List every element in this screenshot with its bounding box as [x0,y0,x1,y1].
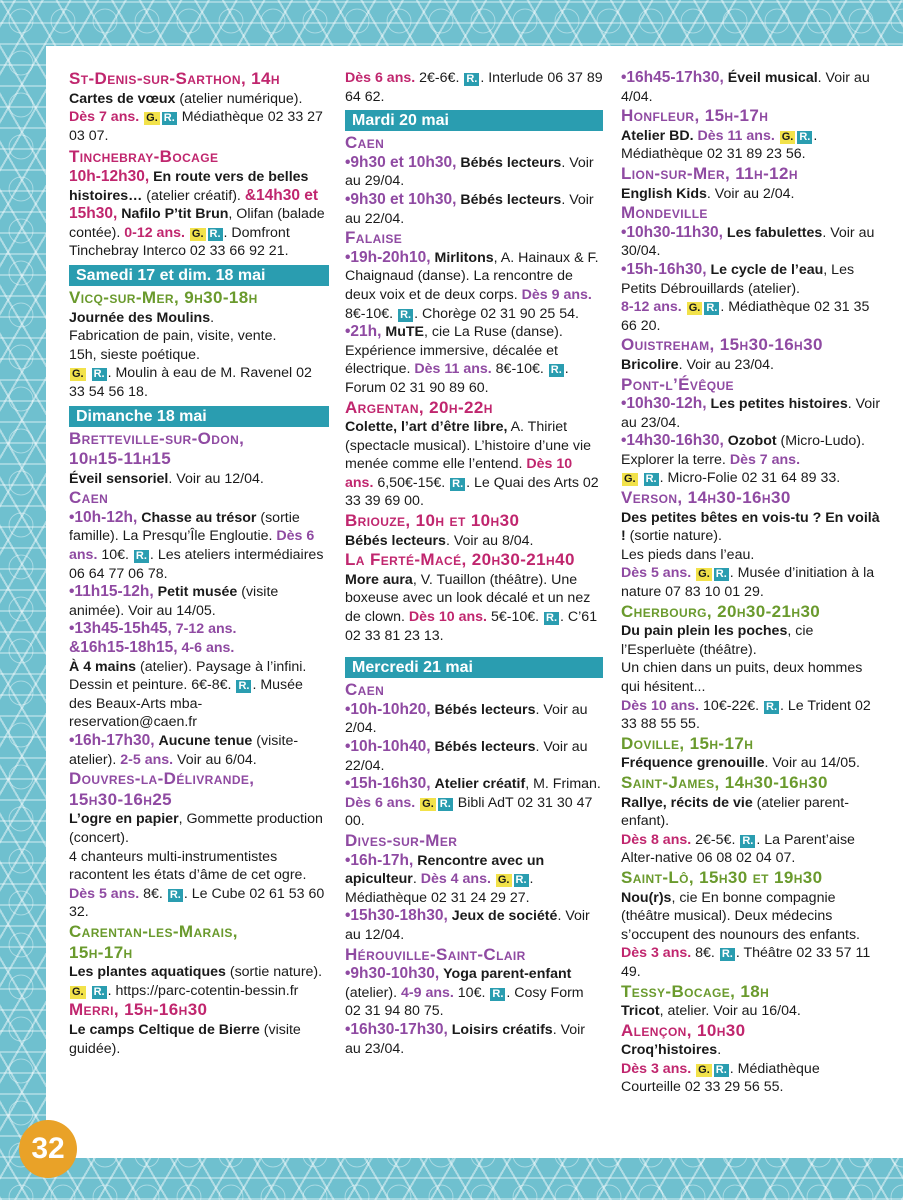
event-desc: (Micro-Ludo). Explorer la terre. [621,433,865,468]
badge-r: R. [546,612,558,625]
event-time: •9h30 et 10h30, [345,190,457,208]
age-badge: 0-12 ans. [124,224,185,241]
event-title: Nafilo P’tit Brun [121,206,229,223]
event-desc: . [210,309,215,326]
event-price: 8€. [143,885,163,902]
event-desc: (visite guidée). [69,1021,301,1057]
event-info: Domfront Tinchebray Interco 02 33 66 92 21. [69,224,290,260]
event-info: Le Quai des Arts 02 33 39 69 00. [345,474,599,510]
badge-g: G. [624,473,636,486]
age-badge: 4-9 ans. [401,984,454,1001]
event-desc: , Gommette production (concert). [69,811,323,846]
event-price: 2€-6€. [419,70,460,86]
event-desc: , cie La Ruse (danse). Expérience immersive, décalée et électrique. [345,324,563,378]
badge-r: R. [400,308,412,321]
day-banner: Mercredi 21 mai [345,657,603,678]
badge-r: R. [766,700,778,713]
day-banner: Dimanche 18 mai [69,406,329,427]
badge-r: R. [706,302,718,315]
event-price: 5€-10€. [490,609,540,626]
event-town: Caen [69,488,109,508]
event-info: Médiathèque Courteille 02 33 29 56 55. [621,1060,820,1096]
event-time: •11h15-12h, [69,583,154,601]
event-town: Tinchebray-Bocage [69,147,219,167]
event-desc: . Voir au 4/04. [621,70,870,105]
age-badge: Dès 8 ans. [621,831,692,848]
event-time: &14h30 et 15h30, [69,186,319,223]
event-price: 6,50€-15€. [377,474,446,491]
badge-r: R. [492,987,504,1000]
event-time: •10h30-11h30, [621,223,723,241]
event-title: Les plantes aquatiques [69,964,226,981]
event-title: Éveil sensoriel [69,470,169,487]
event-time: •13h45-15h45, [69,620,172,638]
event-time: •14h30-16h30, [621,432,724,450]
event-desc: Fabrication de pain, visite, vente. [69,328,277,345]
event-town: Saint-Lô, 15h30 et 19h30 [621,867,823,887]
event-title: L’ogre en papier [69,811,179,828]
event-price: 8€. [695,945,715,962]
event-desc: , V. Tuaillon (théâtre). Une boxeuse avec un look décalé et un nez de clown. [345,571,591,626]
badge-g: G. [72,368,84,381]
badge-g: G. [497,874,510,887]
event-desc: Un chien dans un puits, deux hommes qui hésitent... [621,660,863,695]
badge-g: G. [72,985,84,998]
event-desc: . Voir au 30/04. [621,224,875,260]
event-desc: . Voir au 23/04. [345,1021,586,1057]
event-time: •16h-17h30, [69,732,155,749]
event-desc: (atelier). Paysage à l’infini. Dessin et peinture. [69,658,307,694]
age-badge: 2-5 ans. [120,751,174,768]
age-badge: Dès 5 ans. [69,885,140,902]
event-title: Nou(r)s [621,889,672,906]
age-badge: Dès 7 ans. [729,451,801,468]
event-price: 8€-10€. [495,361,544,378]
event-town: Verson, 14h30-16h30 [621,488,791,508]
event-time: •9h30 et 10h30, [345,153,457,171]
day-banner: Mardi 20 mai [345,110,603,131]
event-town: Falaise [345,228,403,248]
event-info: Interlude 06 37 89 64 62. [345,70,603,105]
event-info: C’61 02 33 81 23 13. [345,609,598,644]
event-town: Cherbourg, 20h30-21h30 [621,601,821,621]
event-town: Hérouville-Saint-Clair [345,944,526,964]
event-desc: A. Thiriet (spectacle musical). L’histoire d’une vie menée comme elle l’entend. [345,419,592,473]
event-time: •16h-17h, [345,851,414,869]
badge-r: R. [93,985,105,998]
badge-g: G. [422,797,434,810]
event-price: 2€-5€. [695,831,736,848]
event-desc: (sortie famille). La Presqu’Île Engloutie. [69,509,300,545]
column-2: Dès 6 ans. 2€-6€. R. . Interlude 06 37 89 64 62. Mardi 20 mai Caen •9h30 et 10h30, Bébés lecteurs. Voir au 29/04. •9h30 et 10h30, Bébés lecteurs. Voir au 22/04. Falaise •19h-20h10, Mirlitons, A. Hainaux & F. Chaignaud (danse). La rencontre de deux voix et de deux corps. Dès 9 ans. 8€-10€. R. . Chorège 02 31 90 25 54. •21h, MuTE, cie La Ruse (danse). Expérience immersive, décalée et électrique. Dès 11 ans. 8€-10€. R. . Forum 02 31 90 89 60. Argentan, 20h-22h Colette, l’art d’être libre, A. Thiriet (spectacle musical). L’histoire d’une vie menée comme elle l’entend. Dès 10 ans. 6,50€-15€. R. . Le Quai des Arts 02 33 39 69 00. Briouze, 10h et 10h30 Bébés lecteurs. Voir au 8/04. La Ferté-Macé, 20h30-21h40 More aura, V. Tuaillon (théâtre). Une boxeuse avec un look décalé et un nez de clown. Dès 10 ans. 5€-10€. R. . C’61 02 33 81 23 13. Mercredi 21 mai Caen •10h-10h20, Bébés lecteurs. Voir au 2/04. •10h-10h40, Bébés lecteurs. Voir au 22/04. •15h-16h30, Atelier créatif, M. Friman. Dès 6 ans. G. R. Bibli AdT 02 31 30 47 00. Dives-sur-Mer •16h-17h, Rencontre avec un apiculteur. Dès 4 ans. G. R. . Médiathèque 02 31 24 29 27. •15h30-18h30, Jeux de société. Voir au 12/04. Hérouville-Saint-Clair •9h30-10h30, Yoga parent-enfant (atelier). 4-9 ans. 10€. R. . Cosy Form 02 31 94 80 75. •16h30-17h30, Loisirs créatifs. Voir au 23/04. [345,70,603,1057]
badge-r: R. [466,73,478,85]
event-desc: (atelier). [345,984,398,1001]
age-badge: Dès 6 ans. [69,528,315,564]
event-info: Médiathèque 02 31 89 23 56. [621,146,806,163]
event-time: •15h30-18h30, [345,907,448,925]
event-title: Bébés lecteurs [345,532,446,549]
event-title: Rallye, récits de vie [621,794,753,811]
event-desc: . Voir au 12/04. [345,908,590,943]
event-time: •10h-12h, [69,508,138,526]
event-desc: (atelier numérique). [175,90,303,107]
event-town-time: 15h30-16h25 [69,789,173,809]
event-title: Jeux de société [451,908,558,925]
event-title: MuTE [385,324,425,341]
event-title: Tricot [621,1003,660,1020]
column-1: St-Denis-sur-Sarthon, 14h Cartes de vœux (atelier numérique). Dès 7 ans. G. R. Médiathèque 02 33 27 03 07. Tinchebray-Bocage 10h-12h30, En route vers de belles histoires… (atelier créatif). &14h30 et 15h30, Nafilo P’tit Brun, Olifan (balade contée). 0-12 ans. G. R. . Domfront Tinchebray Interco 02 33 66 92 21. Samedi 17 et dim. 18 mai Vicq-sur-Mer, 9h30-18h Journée des Moulins. Fabrication de pain, visite, vente. 15h, sieste poétique. G. R. . Moulin à eau de M. Ravenel 02 33 54 56 18. Dimanche 18 mai Bretteville-sur-Odon, 10h15-11h15 Éveil sensoriel. Voir au 12/04. Caen •10h-12h, Chasse au trésor (sortie famille). La Presqu’Île Engloutie. Dès 6 ans. 10€. R. . Les ateliers intermédiaires 06 64 77 06 78. •11h15-12h, Petit musée (visite animée). Voir au 14/05. •13h45-15h45, 7-12 ans. &16h15-18h15, 4-6 ans. À 4 mains (atelier). Paysage à l’infini. Dessin et peinture. 6€-8€. R. . Musée des Beaux-Arts mba-reservation@caen.fr •16h-17h30, Aucune tenue (visite-atelier). 2-5 ans. Voir au 6/04. Douvres-la-Délivrande, 15h30-16h25 L’ogre en papier, Gommette production (concert). 4 chanteurs multi-instrumentistes racontent les états d’âme de cet ogre. Dès 5 ans. 8€. R. . Le Cube 02 61 53 60 32. Carentan-les-Marais, 15h-17h Les plantes aquatiques (sortie nature). G. R. . https://parc-cotentin-bessin.fr Merri, 15h-16h30 Le camps Celtique de Bierre (visite guidée). [69,69,329,1058]
page-number: 32 [19,1120,77,1178]
event-title: Mirlitons [434,249,494,266]
event-title: Croq’histoires [621,1042,718,1059]
event-time: •10h30-12h, [621,395,707,413]
event-title: En route vers de belles histoires… [69,168,309,204]
event-info: Cosy Form 02 31 94 80 75. [345,984,584,1020]
event-title: Petit musée [157,584,238,601]
event-time: •9h30-10h30, [345,965,440,983]
badge-r: R. [209,227,221,240]
badge-r: R. [721,948,733,961]
event-desc: . Voir au 22/04. [345,191,594,227]
age-badge: Dès 5 ans. [621,565,692,582]
event-desc: , A. Hainaux & F. Chaignaud (danse). La rencontre de deux voix et de deux corps. [345,249,599,303]
event-info: Forum 02 31 90 89 60. [345,379,489,396]
age-badge: Dès 3 ans. [621,945,692,962]
event-town: Vicq-sur-Mer, 9h30-18h [69,287,258,307]
event-town: Alençon, 10h30 [621,1020,746,1040]
event-info: Musée des Beaux-Arts mba-reservation@caen.fr [69,677,303,731]
badge-r: R. [169,888,181,901]
badge-r: R. [452,477,464,490]
event-town: Dives-sur-Mer [345,830,458,850]
event-town: Briouze, 10h et 10h30 [345,511,520,531]
age-badge: Dès 6 ans. [345,794,416,811]
event-desc: , atelier. Voir au 16/04. [659,1003,801,1020]
event-info: Moulin à eau de M. Ravenel 02 33 54 56 18. [69,365,312,400]
badge-g: G. [688,302,701,315]
badge-r: R. [799,130,811,143]
event-info: Médiathèque 02 31 24 29 27. [345,889,530,906]
event-info: Théâtre 02 33 57 11 49. [621,945,871,980]
badge-r: R. [515,874,527,887]
event-desc: . Voir au 12/04. [168,470,264,487]
event-desc: (atelier parent-enfant). [621,794,849,830]
badge-g: G. [698,568,710,581]
age-badge: 7-12 ans. [175,621,237,638]
event-desc: . Voir au 8/04. [445,532,534,549]
event-desc: . [717,1042,722,1059]
event-town: Pont-l’Évêque [621,374,734,394]
event-town: Caen [345,680,385,700]
event-info: Les ateliers intermédiaires 06 64 77 06 78. [69,547,324,582]
event-town: Douvres-la-Délivrande, [69,769,255,789]
event-price: 10€-22€. [703,697,760,714]
age-badge: Dès 11 ans. [414,361,492,378]
event-info: Le Trident 02 33 88 55 55. [621,697,871,733]
event-town: Argentan, 20h-22h [345,397,493,417]
event-town-time: 10h15-11h15 [69,449,172,469]
event-town-time: 15h-17h [69,942,133,962]
event-time: •16h30-17h30, [345,1020,448,1038]
age-badge: Dès 6 ans. [345,70,416,86]
event-title: Bébés lecteurs [434,739,536,755]
event-title: Atelier BD. [621,127,694,144]
badge-r: R. [135,550,147,563]
event-title: Colette, l’art d’être libre, [345,419,508,436]
event-title: À 4 mains [69,658,137,675]
event-desc: , M. Friman. [525,776,601,793]
badge-r: R. [645,473,657,486]
event-town: Honfleur, 15h-17h [621,106,769,126]
age-badge: 4-6 ans. [181,640,235,657]
event-title: Bébés lecteurs [460,154,562,171]
event-town: Saint-James, 14h30-16h30 [621,772,828,792]
event-desc: , cie l’Esperluète (théâtre). [621,623,814,658]
event-title: Éveil musical [727,70,818,86]
event-title: Aucune tenue [158,733,253,749]
event-price: 10€. [101,547,129,564]
event-town: Tessy-Bocage, 18h [621,981,770,1001]
event-title: Des petites bêtes en vois-tu ? En voilà ! [621,509,880,545]
event-desc: . Voir au 23/04. [621,396,881,431]
event-desc: , Olifan (balade contée). [69,206,325,241]
event-time: •15h-16h30, [345,775,431,793]
event-title: Le cycle de l’eau [710,261,824,278]
age-badge: Dès 3 ans. [621,1060,692,1077]
event-town: La Ferté-Macé, 20h30-21h40 [345,550,575,570]
event-town: Ouistreham, 15h30-16h30 [621,335,823,355]
event-title: Chasse au trésor [141,509,257,526]
event-desc: . Voir au 2/04. [706,185,795,202]
event-title: Atelier créatif [434,776,526,793]
age-badge: Dès 10 ans. [408,609,487,626]
badge-r: R. [715,1063,727,1076]
event-time: &16h15-18h15, [69,639,178,657]
event-title: English Kids [621,185,707,202]
age-badge: Dès 9 ans. [521,286,592,303]
badge-g: G. [146,112,158,125]
event-town: St-Denis-sur-Sarthon, 14h [69,69,280,88]
event-info: Médiathèque 02 31 35 66 20. [621,299,870,334]
event-title: Cartes de vœux [69,90,176,107]
event-time: •19h-20h10, [345,248,431,266]
event-desc: . Voir au 29/04. [345,154,594,190]
badge-r: R. [163,112,175,125]
age-badge: Dès 10 ans. [345,456,573,491]
event-info: Musée d’initiation à la nature 07 83 10 01 29. [621,565,875,601]
age-badge: 8-12 ans. [621,299,682,316]
event-info: Micro-Folie 02 31 64 89 33. [667,470,841,487]
badge-r: R. [238,680,250,693]
event-time: •16h45-17h30, [621,69,724,86]
event-title: Fréquence grenouille [621,755,765,772]
event-desc: . [412,871,417,888]
event-price: 6€-8€. [191,677,232,694]
age-badge: Dès 4 ans. [420,871,491,888]
event-title: More aura [345,571,413,588]
event-desc: . Voir au 14/05. [764,755,860,772]
age-badge: Dès 11 ans. [697,127,775,144]
event-desc: Les pieds dans l’eau. [621,546,755,563]
event-info: Voir au 6/04. [173,751,257,768]
event-time: •10h-10h20, [345,700,431,718]
event-info: Bibli AdT 02 31 30 47 00. [345,794,593,830]
event-desc: (sortie nature). [625,528,722,545]
event-desc: . Voir au 23/04. [678,356,775,373]
event-desc: , cie En bonne compagnie (théâtre musical). Deux médecins s’occupent des nounours des enfants. [621,889,860,943]
age-badge: Dès 10 ans. [621,697,700,714]
event-time: •15h-16h30, [621,260,707,278]
event-town: Merri, 15h-16h30 [69,1000,208,1020]
event-desc: , Les Petits Débrouillards (atelier). [621,261,855,297]
event-desc: (sortie nature). [225,964,323,981]
event-info: Chorège 02 31 90 25 54. [421,305,579,322]
badge-r: R. [439,797,451,810]
event-link[interactable]: https://parc-cotentin-bessin.fr [115,982,299,999]
event-town: Lion-sur-Mer, 11h-12h [621,163,798,183]
event-time: •21h, [345,323,382,341]
badge-r: R. [550,364,562,377]
badge-r: R. [715,568,727,581]
event-desc: (visite animée). Voir au 14/05. [69,584,279,619]
event-title: Journée des Moulins [69,309,211,326]
event-price: 8€-10€. [345,305,394,322]
event-info: La Parent’aise Alter-native 06 08 02 04 07. [621,831,855,867]
event-title: Bébés lecteurs [460,191,562,208]
badge-r: R. [742,834,754,847]
event-town: Caen [345,133,385,153]
event-title: Les fabulettes [726,224,823,241]
day-banner: Samedi 17 et dim. 18 mai [69,265,329,286]
event-title: Bébés lecteurs [434,701,536,718]
event-desc: 4 chanteurs multi-instrumentistes racontent les états d’âme de cet ogre. [69,848,307,884]
event-desc: (visite-atelier). [69,733,299,768]
column-3: •16h45-17h30, Éveil musical. Voir au 4/04. Honfleur, 15h-17h Atelier BD. Dès 11 ans. G. R. . Médiathèque 02 31 89 23 56. Lion-sur-Mer, 11h-12h English Kids. Voir au 2/04. Mondeville •10h30-11h30, Les fabulettes. Voir au 30/04. •15h-16h30, Le cycle de l’eau, Les Petits Débrouillards (atelier). 8-12 ans. G. R. . Médiathèque 02 31 35 66 20. Ouistreham, 15h30-16h30 Bricolire. Voir au 23/04. Pont-l’Évêque •10h30-12h, Les petites histoires. Voir au 23/04. •14h30-16h30, Ozobot (Micro-Ludo). Explorer la terre. Dès 7 ans. G. R. . Micro-Folie 02 31 64 89 33. Verson, 14h30-16h30 Des petites bêtes en vois-tu ? En voilà ! (sortie nature). Les pieds dans l’eau. Dès 5 ans. G. R. . Musée d’initiation à la nature 07 83 10 01 29. Cherbourg, 20h30-21h30 Du pain plein les poches, cie l’Esperluète (théâtre). Un chien dans un puits, deux hommes qui hésitent... Dès 10 ans. 10€-22€. R. . Le Trident 02 33 88 55 55. Doville, 15h-17h Fréquence grenouille. Voir au 14/05. Saint-James, 14h30-16h30 Rallye, récits de vie (atelier parent-enfant). Dès 8 ans. 2€-5€. R. . La Parent’aise Alter-native 06 08 02 04 07. Saint-Lô, 15h30 et 19h30 Nou(r)s, cie En bonne compagnie (théâtre musical). Deux médecins s’occupent des nounours des enfants. Dès 3 ans. 8€. R. . Théâtre 02 33 57 11 49. Tessy-Bocage, 18h Tricot, atelier. Voir au 16/04. Alençon, 10h30 Croq’histoires. Dès 3 ans. G. R. . Médiathèque Courteille 02 33 29 56 55. [621,69,881,1096]
event-title: Loisirs créatifs [451,1021,553,1038]
event-desc: . Voir au 2/04. [345,701,588,737]
age-badge: Dès 7 ans. [69,109,140,126]
event-title: Bricolire [621,356,679,373]
event-title: Les petites histoires [710,396,848,413]
badge-g: G. [698,1063,710,1076]
event-title: Le camps Celtique de Bierre [69,1021,260,1038]
event-info: Le Cube 02 61 53 60 32. [69,885,325,921]
event-info: Médiathèque 02 33 27 03 07. [69,109,323,144]
event-title: Rencontre avec un apiculteur [345,852,545,888]
event-title: Ozobot [727,433,777,450]
event-desc: . Voir au 22/04. [345,739,588,774]
event-price: 10€. [457,984,486,1001]
event-desc: 15h, sieste poétique. [69,346,200,363]
event-town: Carentan-les-Marais, [69,921,238,941]
event-title: Yoga parent-enfant [443,966,572,983]
event-title: Du pain plein les poches [621,623,788,640]
event-town: Mondeville [621,203,708,223]
event-time: 10h-12h30, [69,167,150,185]
event-desc: (atelier créatif). [142,187,241,204]
badge-g: G. [781,130,794,143]
event-town: Bretteville-sur-Odon, [69,428,245,448]
event-time: •10h-10h40, [345,738,431,755]
badge-g: G. [191,227,204,240]
event-town: Doville, 15h-17h [621,733,754,753]
badge-r: R. [93,368,105,381]
